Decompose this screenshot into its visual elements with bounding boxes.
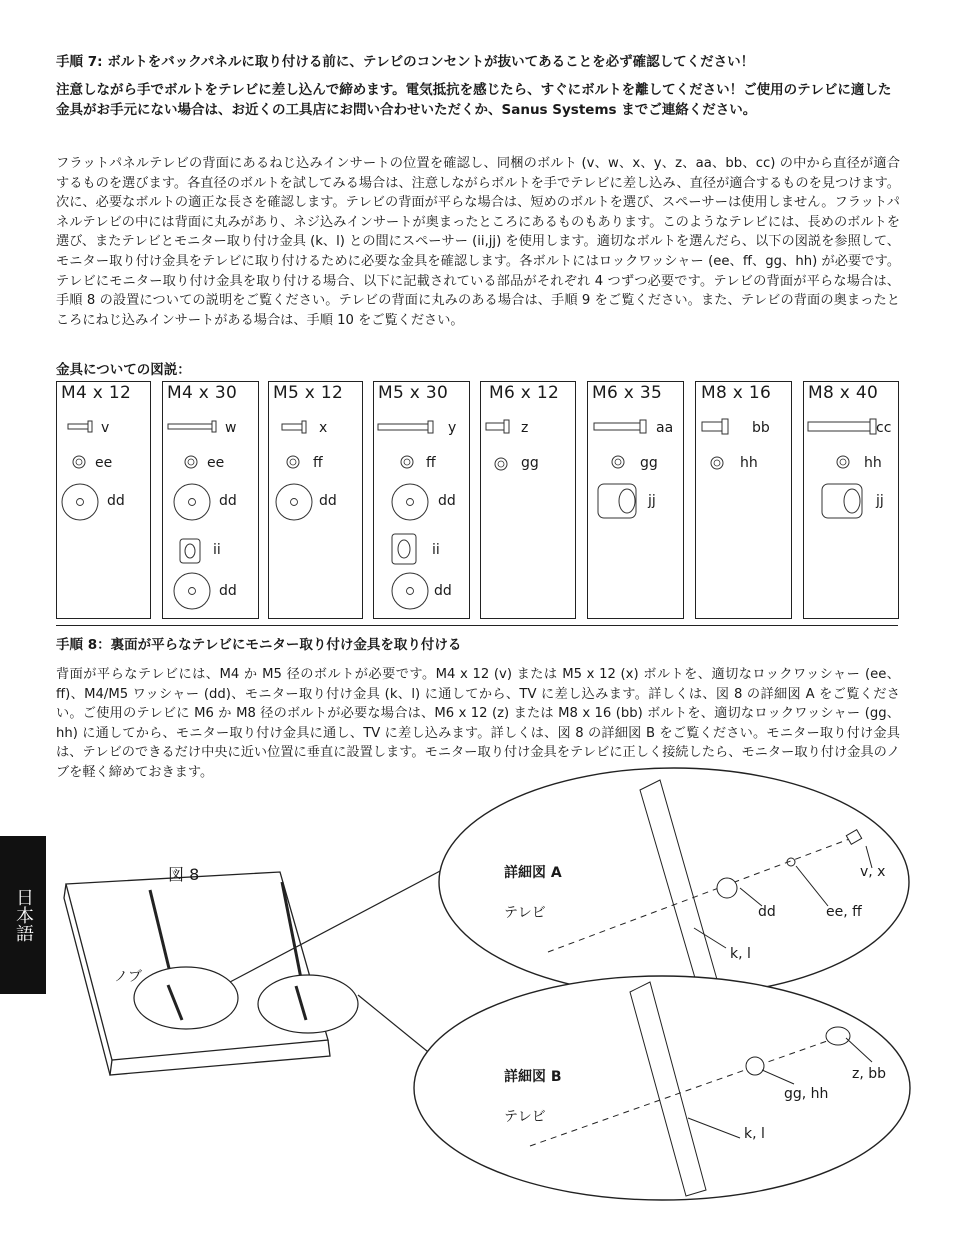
spacer-icon [392, 534, 416, 564]
lock-washer-icon [495, 458, 507, 470]
detail-a-lock-washer-label: ee, ff [826, 904, 862, 920]
washer-label-2: dd [219, 583, 237, 599]
bolt-label: cc [876, 420, 892, 436]
bolt-label: y [448, 420, 457, 436]
bolt-label: aa [656, 420, 674, 436]
bolt-icon [594, 420, 646, 433]
lock-washer-label: ee [95, 455, 113, 471]
washer-icon [174, 484, 210, 520]
bolt-size: M4 x 12 [61, 383, 132, 403]
lock-washer-label: ff [313, 455, 323, 471]
bolt-size: M5 x 12 [273, 383, 344, 403]
detail-a-washer-label: dd [758, 904, 776, 920]
washer-icon [174, 573, 210, 609]
washer-label: dd [319, 493, 337, 509]
bolt-size: M6 x 12 [489, 383, 560, 403]
washer-label: dd [219, 493, 237, 509]
bolt-label: x [319, 420, 328, 436]
spacer-label: ii [432, 542, 440, 558]
detail-b-bolt-label: z, bb [852, 1066, 887, 1082]
bolt-icon [378, 421, 433, 433]
bolt-icon [68, 421, 92, 432]
lock-washer-label: hh [864, 455, 882, 471]
detail-a-tv-label: テレビ [504, 905, 546, 921]
language-tab [0, 836, 46, 994]
bolt-icon [168, 421, 216, 432]
spacer-icon [598, 484, 636, 518]
knob-label: ノブ [114, 969, 142, 985]
language-label: 日本語 [13, 888, 34, 942]
washer-icon [392, 573, 428, 609]
washer-label-2: dd [434, 583, 452, 599]
detail-b-bracket-label: k, l [744, 1126, 765, 1142]
washer-icon [276, 484, 312, 520]
lock-washer-icon [287, 456, 299, 468]
lock-washer-label: hh [740, 455, 758, 471]
bolt-label: v [101, 420, 110, 436]
spacer-icon [822, 484, 862, 518]
spacer-label: ii [213, 542, 221, 558]
detail-a-bolt-label: v, x [860, 864, 886, 880]
spacer-icon [180, 539, 200, 563]
detail-b-title: 詳細図 B [504, 1069, 562, 1085]
detail-a-title: 詳細図 A [504, 865, 562, 881]
step-7-body: フラットパネルテレビの背面にあるねじ込みインサートの位置を確認し、同梱のボルト (v、w、x、y、z、aa、bb、cc) の中から直径が適合するものを選びます。各直径のボルトを試してみる場合は、注意しながらボルトを手でテレビに差し込み、直径が適合するものを見つけます。次に、必要なボルトの適正な長さを確認します。テレビの背面が平らな場合は、短めのボルトを選び、スペーサーは使用しません。フラットパネルテレビの中には背面に丸みがあり、ネジ込みインサートが奥まったところにあるものもあります。このようなテレビには、長めのボルトを選び、またテレビとモニター取り付け金具 (k、l) との間にスペーサー (ii,jj) を使用します。適切なボルトを選んだら、以下の図説を参照して、モニター取り付け金具をテレビに取り付けるために必要な金具を確認します。各ボルトにはロックワッシャー (ee、ff、gg、hh) が必要です。テレビにモニター取り付け金具を取り付ける場合、以下に記載されている部品がそれぞれ 4 つずつ必要です。テレビの背面が平らな場合は、手順 8 の設置についての説明をご覧ください。テレビの背面に丸みのある場合は、手順 9 をご覧ください。また、テレビの背面の奥まったところにねじ込みインサートがある場合は、手順 10 をご覧ください。 [56, 156, 901, 328]
washer-label: dd [438, 493, 456, 509]
bolt-size: M6 x 35 [592, 383, 663, 403]
lock-washer-icon [612, 456, 624, 468]
bolt-icon [282, 421, 306, 433]
bolt-label: bb [752, 420, 770, 436]
bolt-size: M5 x 30 [378, 383, 449, 403]
detail-b-tv-label: テレビ [504, 1109, 546, 1125]
detail-a-drawing [439, 768, 909, 996]
bolt-label: w [225, 420, 237, 436]
detail-b-drawing [414, 976, 910, 1200]
lock-washer-label: ff [426, 455, 436, 471]
step-8-body: 背面が平らなテレビには、M4 か M5 径のボルトが必要です。M4 x 12 (v) または M5 x 12 (x) ボルトを、適切なロックワッシャー (ee、ff)、M4/M5 ワッシャー (dd)、モニター取り付け金具 (k、l) に通してから、TV に差し込みます。詳しくは、図 8 の詳細図 A をご覧ください。ご使用のテレビに M6 か M8 径のボルトが必要な場合は、M6 x 12 (z) または M8 x 16 (bb) ボルトを、適切なロックワッシャー (gg、hh) に通してから、モニター取り付け金具に通し、TV に差し込みます。詳しくは、図 8 の詳細図 B をご覧ください。モニター取り付け金具は、テレビのできるだけ中央に近い位置に垂直に設置します。モニター取り付け金具をテレビに正しく接続したら、モニター取り付け金具のノブを軽く締めておきます。 [56, 667, 900, 780]
lock-washer-icon [185, 456, 197, 468]
warning-text: 注意しながら手でボルトをテレビに差し込んで締めます。電気抵抗を感じたら、すぐにボルトを離してください！ご使用のテレビに適した金具がお手元にない場合は、お近くの工具店にお問い合わせいただくか、Sanus Systems までご連絡ください。 [56, 82, 892, 118]
bolt-size: M8 x 40 [808, 383, 879, 403]
lock-washer-icon [711, 457, 723, 469]
bolt-size: M8 x 16 [701, 383, 772, 403]
lock-washer-label: gg [640, 455, 658, 471]
detail-b-lock-washer-label: gg, hh [784, 1086, 829, 1102]
step-7-title: 手順 7: ボルトをバックパネルに取り付ける前に、テレビのコンセントが抜いてあることを必ず確認してください！ [56, 54, 755, 70]
bolt-icon [808, 419, 876, 434]
washer-icon [392, 484, 428, 520]
lock-washer-icon [401, 456, 413, 468]
lock-washer-icon [73, 456, 85, 468]
bolt-size: M4 x 30 [167, 383, 238, 403]
spacer-label: jj [876, 493, 884, 509]
washer-icon [62, 484, 98, 520]
lock-washer-icon [837, 456, 849, 468]
washer-label: dd [107, 493, 125, 509]
spacer-label: jj [648, 493, 656, 509]
step-8-title: 手順 8：裏面が平らなテレビにモニター取り付け金具を取り付ける [56, 637, 462, 653]
legend-title: 金具についての図説： [56, 362, 191, 378]
bolt-icon [486, 420, 509, 433]
detail-a-bracket-label: k, l [730, 946, 751, 962]
lock-washer-label: ee [207, 455, 225, 471]
bolt-icon [702, 419, 728, 434]
figure-label: 図 8 [168, 865, 200, 884]
lock-washer-label: gg [521, 455, 539, 471]
bolt-label: z [521, 420, 529, 436]
